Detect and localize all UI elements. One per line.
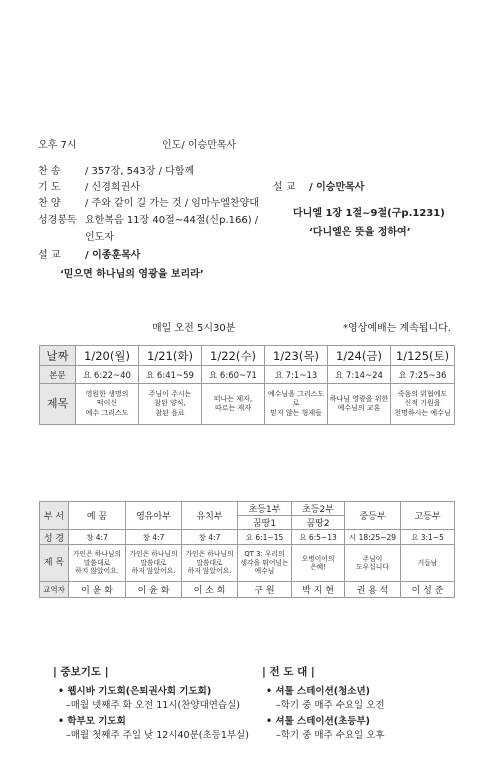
scripture-cell: 요 7:1~13 (265, 366, 328, 384)
dept-subname: 꿈땅2 (292, 516, 345, 530)
date-cell: 1/22(수) (202, 346, 265, 366)
evangelism-item-title: • 셔툴 스테이션(초등부) (266, 716, 370, 727)
sermon-label: 설 교 (38, 250, 61, 261)
dawn-schedule-table (39, 345, 455, 425)
prayer-item-detail: –매월 넷째주 화 오전 11시(찬양대연습실) (66, 700, 240, 711)
evangelism-heading: | 전 도 대 | (262, 666, 315, 678)
teacher-cell: 이 윤 화 (69, 582, 126, 598)
title-cell: 가인은 하나님의 말씀대로 하지 않았어요. (126, 545, 182, 582)
scripture-cell: 창 4:7 (69, 530, 126, 545)
title-cell: 예수님을 그리스도로 믿지 않는 형제들 (265, 384, 328, 425)
teacher-cell: 구 원 (238, 582, 292, 598)
date-header: 날짜 (40, 346, 76, 366)
teacher-cell: 이 소 희 (182, 582, 238, 598)
prayer-item-title: • 웹시바 기도회(은퇴권사회 기도회) (58, 686, 212, 697)
title-cell: 가인은 하나님의 말씀대로 하지 않았어요. (69, 545, 126, 582)
title-cell: 주님이 주시는 참된 양식, 참된 음료 (139, 384, 202, 425)
table-row (40, 366, 455, 384)
right-sermon-title: ‘다니엘은 뜻을 정하여’ (309, 227, 411, 238)
right-sermon-scripture: 다니엘 1장 1절~9절(구p.1231) (293, 208, 445, 219)
teacher-cell: 이 윤 화 (126, 582, 182, 598)
dawn-time-note: 매일 오전 5시30분 (152, 323, 236, 334)
sermon-title: ‘믿으면 하나님의 영광을 보리라’ (60, 269, 204, 280)
title-cell: 하나님 영광을 위한 예수님의 교훈 (328, 384, 391, 425)
right-sermon-label: 설 교 (273, 182, 296, 193)
text-header: 성 경 (40, 530, 69, 545)
scripture-cell: 요 3:1~5 (401, 530, 455, 545)
evangelism-item-title: • 셔툴 스테이션(청소년) (266, 686, 370, 697)
table-row (40, 545, 455, 582)
sermon-preacher: / 이종훈목사 (85, 250, 141, 261)
teacher-header: 교역자 (40, 582, 69, 598)
teacher-cell: 권 용 석 (345, 582, 401, 598)
date-cell: 1/24(금) (328, 346, 391, 366)
scripture-cell: 요 7:25~36 (391, 366, 455, 384)
scripture-cell: 요 7:14~24 (328, 366, 391, 384)
scripture-cell: 시 18:25~29 (345, 530, 401, 545)
scripture-cell: 요 6:1~15 (238, 530, 292, 545)
right-sermon-preacher: / 이승만목사 (309, 182, 365, 193)
teacher-cell: 박 지 현 (292, 582, 345, 598)
date-cell: 1/125(토) (391, 346, 455, 366)
table-row (40, 346, 455, 366)
evangelism-item-detail: –학기 중 매주 수요일 오후 (276, 730, 385, 741)
table-row (40, 384, 455, 425)
scripture-cell: 창 4:7 (126, 530, 182, 545)
evening-invocation: 인도/ 이승만목사 (162, 140, 237, 151)
title-cell: 가인은 하나님의 말씀대로 하지 않았어요. (182, 545, 238, 582)
dept-header: 부 서 (40, 502, 69, 530)
title-cell: 거듭남 (401, 545, 455, 582)
scripture-cell: 요 6:5~13 (292, 530, 345, 545)
prayer-heading: | 중보기도 | (53, 666, 109, 678)
dept-name: 고등부 (401, 502, 455, 530)
reading-value: 요한복음 11장 40절~44절(신p.166) / (85, 215, 259, 226)
date-cell: 1/21(화) (139, 346, 202, 366)
dept-name: 초등2부 (292, 502, 345, 516)
title-cell: 죽음의 위협에도 신적 기원을 천명하시는 예수님 (391, 384, 455, 425)
evangelism-item-detail: –학기 중 매주 수요일 오전 (276, 700, 385, 711)
dept-subname: 꿈땅1 (238, 516, 292, 530)
teacher-cell: 이 성 준 (401, 582, 455, 598)
dept-name: 중등부 (345, 502, 401, 530)
title-cell: QT 3: 우리의 생각을 뛰어넘는 예수님 (238, 545, 292, 582)
choir-label: 찬 양 (38, 198, 61, 209)
prayer-item-detail: –매월 첫째주 주일 낮 12시40분(초등1부실) (66, 730, 249, 741)
scripture-cell: 요 6:41~59 (139, 366, 202, 384)
reading-leader: 인도자 (85, 232, 114, 243)
video-note: *영상예배는 계속됩니다. (343, 323, 451, 334)
title-cell: 주님이 도우십니다 (345, 545, 401, 582)
dept-name: 유치부 (182, 502, 238, 530)
choir-value: / 주와 같이 길 가는 것 / 임마누엘찬양대 (85, 198, 259, 209)
evening-time: 오후 7시 (38, 140, 77, 151)
hymn-label: 찬 송 (38, 166, 61, 177)
scripture-cell: 요 6:60~71 (202, 366, 265, 384)
prayer-label: 기 도 (38, 182, 61, 193)
table-row (40, 502, 455, 516)
prayer-item-title: • 학부모 기도회 (58, 716, 126, 727)
title-cell: 떠나는 제자, 따르는 제자 (202, 384, 265, 425)
title-cell: 오병이어의 은혜! (292, 545, 345, 582)
date-cell: 1/20(월) (76, 346, 139, 366)
title-cell: 영원한 생명의 떡이신 예수 그리스도 (76, 384, 139, 425)
prayer-value: / 신경희권사 (85, 182, 140, 193)
reading-label: 성경봉독 (38, 215, 77, 226)
title-header: 제 목 (40, 545, 69, 582)
text-header: 본문 (40, 366, 76, 384)
table-row (40, 582, 455, 598)
date-cell: 1/23(목) (265, 346, 328, 366)
scripture-cell: 창 4:7 (182, 530, 238, 545)
dept-name: 예 꿈 (69, 502, 126, 530)
dept-name: 영유아부 (126, 502, 182, 530)
dept-name: 초등1부 (238, 502, 292, 516)
title-header: 제목 (40, 384, 76, 425)
table-row (40, 530, 455, 545)
scripture-cell: 요 6:22~40 (76, 366, 139, 384)
education-table (39, 501, 455, 598)
hymn-value: / 357장, 543장 / 다함께 (85, 166, 195, 177)
